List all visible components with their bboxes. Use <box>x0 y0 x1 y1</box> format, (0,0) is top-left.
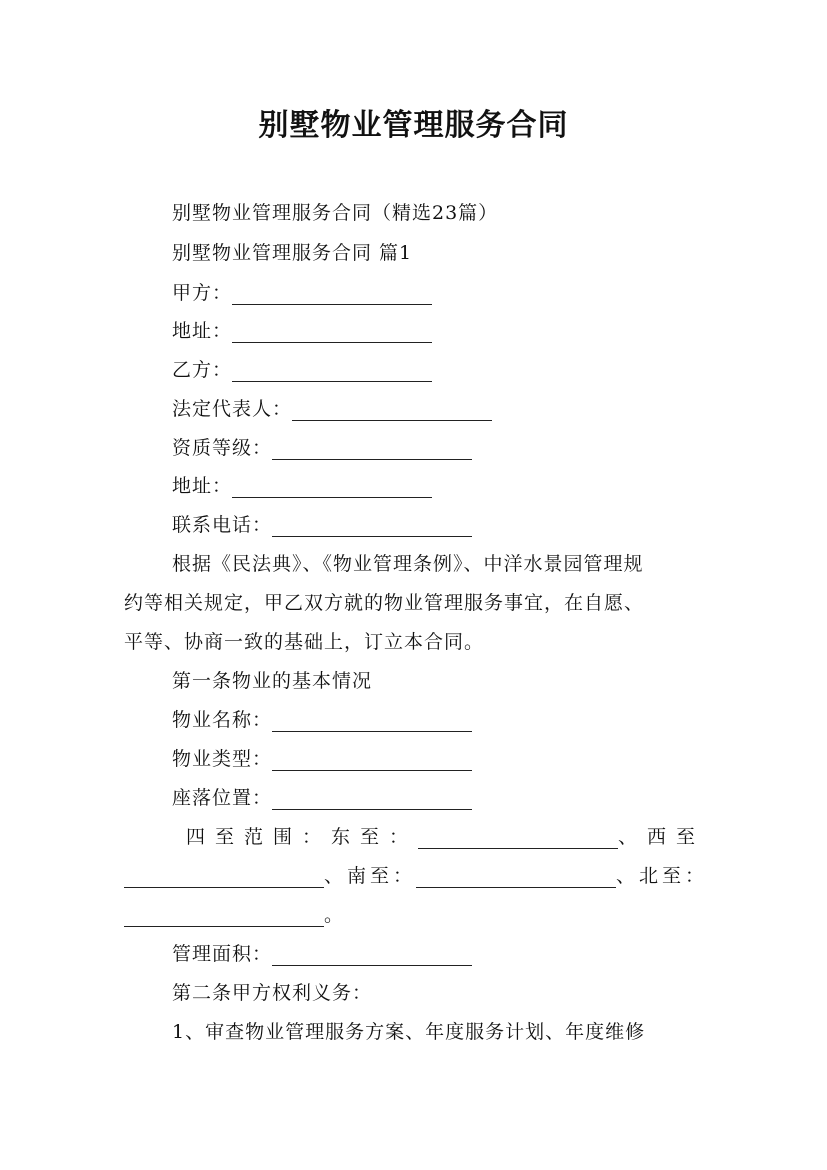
area-blank[interactable] <box>272 947 472 966</box>
document-subtitle: 别墅物业管理服务合同（精选23篇） <box>172 202 499 224</box>
party-b-label: 乙方： <box>172 359 233 381</box>
boundary-north-blank[interactable] <box>124 908 324 927</box>
party-b-blank[interactable] <box>232 363 432 382</box>
legal-rep-blank[interactable] <box>292 402 492 421</box>
boundary-end: 。 <box>324 904 345 926</box>
address-label-2: 地址： <box>172 475 233 497</box>
area-field <box>172 939 472 966</box>
boundary-west-label: 、西至 <box>618 826 706 848</box>
location-blank[interactable] <box>272 791 472 810</box>
address-blank-1[interactable] <box>232 324 432 343</box>
section-heading: 别墅物业管理服务合同 篇1 <box>172 242 413 264</box>
property-name-field <box>172 705 472 732</box>
property-name-blank[interactable] <box>272 713 472 732</box>
boundary-line-3 <box>124 900 344 927</box>
address-field-2 <box>172 471 432 498</box>
boundary-south-blank[interactable] <box>416 869 616 888</box>
party-a-blank[interactable] <box>232 286 432 305</box>
preamble-line-1: 根据《民法典》、《物业管理条例》、中洋水景园管理规 <box>172 553 644 575</box>
boundary-north-label: 、北至： <box>616 865 709 887</box>
page-title: 别墅物业管理服务合同 <box>258 108 569 143</box>
boundary-south-label: 、南至： <box>324 865 417 887</box>
phone-blank[interactable] <box>272 518 472 537</box>
property-name-label: 物业名称： <box>172 709 273 731</box>
area-label: 管理面积： <box>172 943 273 965</box>
property-type-field <box>172 744 472 771</box>
property-type-blank[interactable] <box>272 752 472 771</box>
phone-label: 联系电话： <box>172 514 273 536</box>
preamble-line-2: 约等相关规定，甲乙双方就的物业管理服务事宜，在自愿、 <box>124 592 645 614</box>
boundary-east-blank[interactable] <box>418 830 618 849</box>
address-label-1: 地址： <box>172 320 233 342</box>
legal-rep-label: 法定代表人： <box>172 398 293 420</box>
property-type-label: 物业类型： <box>172 748 273 770</box>
legal-rep-field <box>172 394 492 421</box>
location-field <box>172 783 472 810</box>
boundary-label: 四至范围：东至： <box>186 826 419 848</box>
address-blank-2[interactable] <box>232 479 432 498</box>
qualification-label: 资质等级： <box>172 437 273 459</box>
boundary-line-2 <box>124 861 708 888</box>
address-field-1 <box>172 316 432 343</box>
phone-field <box>172 510 472 537</box>
boundary-line-1 <box>186 822 705 849</box>
article-2-heading: 第二条甲方权利义务： <box>172 982 373 1004</box>
party-a-label: 甲方： <box>172 282 233 304</box>
qualification-field <box>172 433 472 460</box>
party-b-field <box>172 355 432 382</box>
boundary-west-blank[interactable] <box>124 869 324 888</box>
article-1-heading: 第一条物业的基本情况 <box>172 670 373 692</box>
article-2-item-1: 1、审查物业管理服务方案、年度服务计划、年度维修 <box>172 1021 646 1043</box>
qualification-blank[interactable] <box>272 441 472 460</box>
party-a-field <box>172 278 432 305</box>
location-label: 座落位置： <box>172 787 273 809</box>
preamble-line-3: 平等、协商一致的基础上，订立本合同。 <box>124 631 485 653</box>
